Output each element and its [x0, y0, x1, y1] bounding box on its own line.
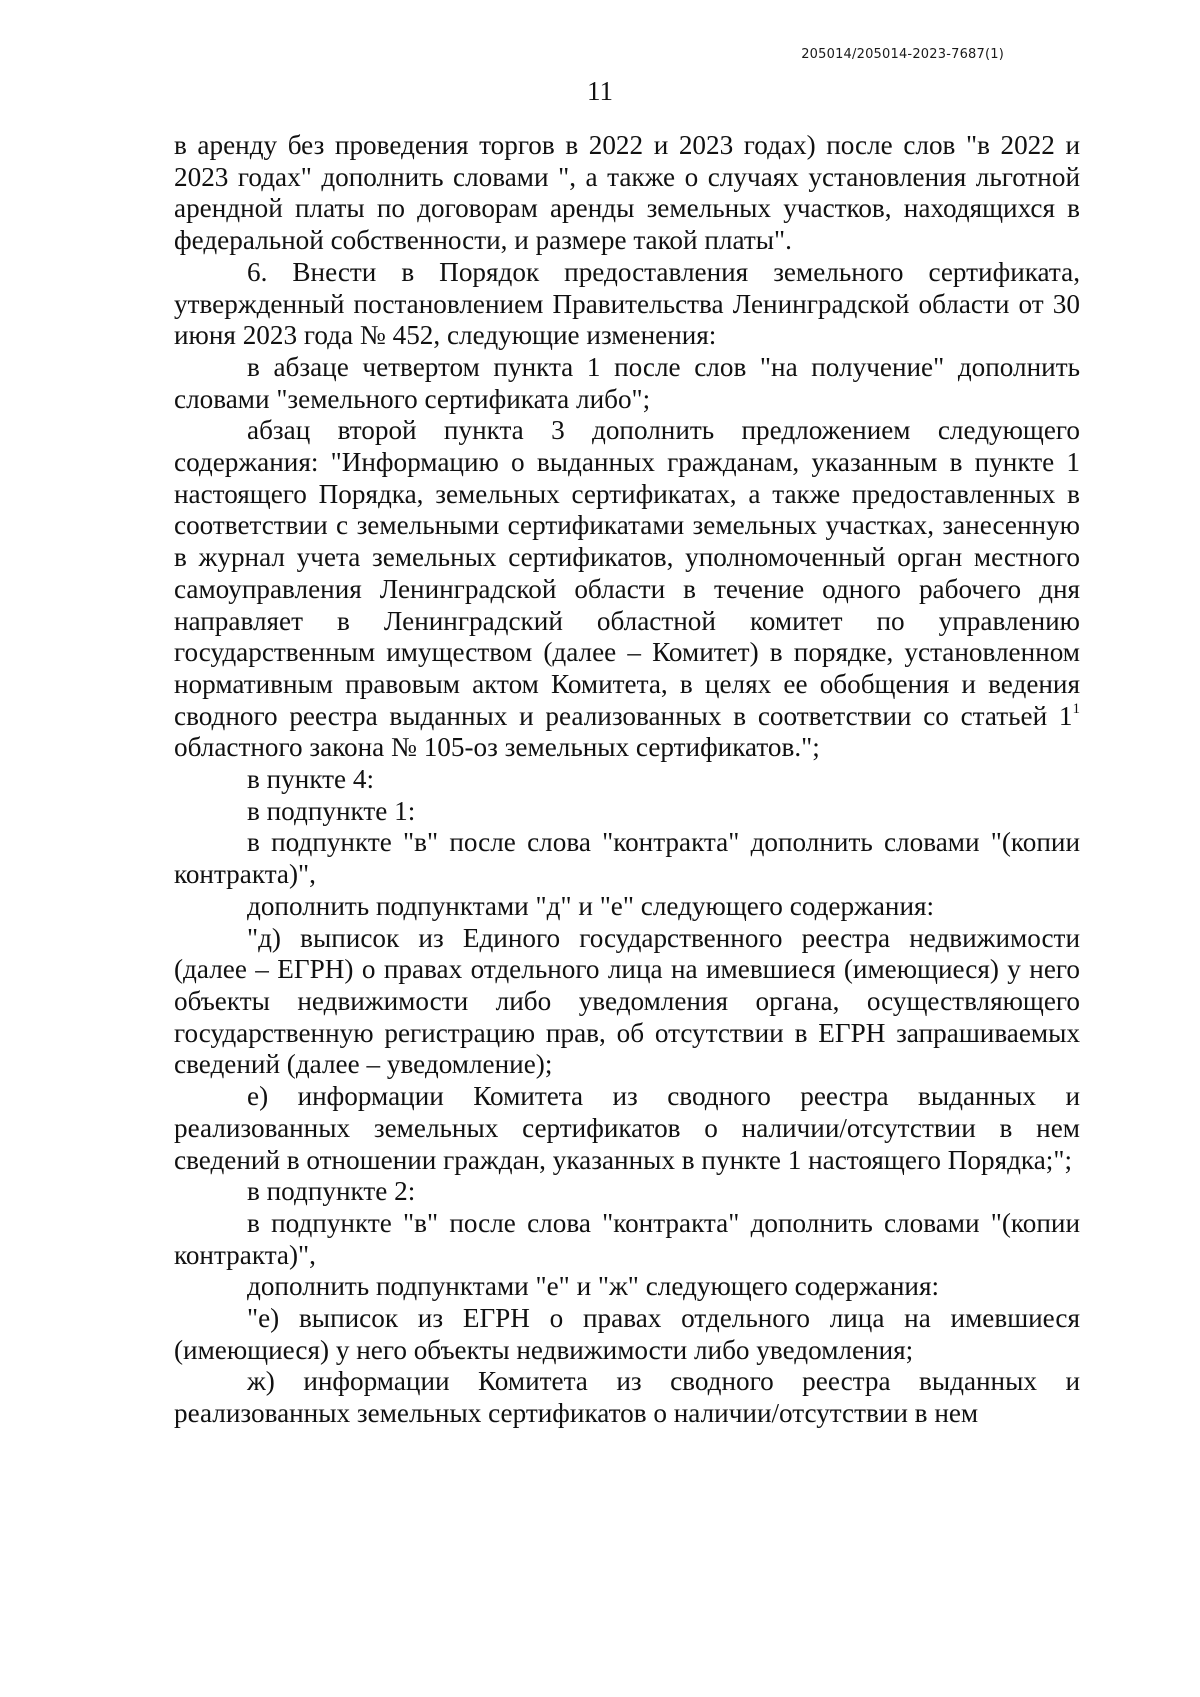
- paragraph: в подпункте 2:: [247, 1176, 416, 1207]
- paragraph: е) информации Комитета из сводного реестра выданных и реализованных земельных сертификатов о наличии/отсутствии в нем сведений в отношении граждан, указанных в пункте 1 настоящего Порядка;";: [174, 1081, 1080, 1175]
- document-body: [174, 130, 1080, 1430]
- paragraph: дополнить подпунктами "е" и "ж" следующего содержания:: [247, 1271, 940, 1302]
- paragraph: в пункте 4:: [247, 764, 375, 795]
- paragraph: в подпункте 1:: [247, 795, 416, 826]
- page-number: 11: [587, 76, 613, 106]
- paragraph: 6. Внести в Порядок предоставления земельного сертификата, утвержденный постановлением Правительства Ленинградской области от 30 июня 2023 года № 452, следующие изменения:: [174, 256, 1080, 351]
- superscript: 1: [1072, 700, 1080, 717]
- paragraph-text: областного закона № 105-оз земельных сертификатов.";: [174, 732, 820, 763]
- paragraph: в подпункте "в" после слова "контракта" дополнить словами "(копии контракта)",: [174, 827, 1080, 890]
- paragraph: ж) информации Комитета из сводного реестра выданных и реализованных земельных сертификатов о наличии/отсутствии в нем: [174, 1366, 1080, 1429]
- paragraph: в аренду без проведения торгов в 2022 и 2023 годах) после слов "в 2022 и 2023 годах" дополнить словами ", а также о случаях установления льготной арендной платы по договорам аренды земельных участков, находящихся в федеральной собственности, и размере такой платы".: [174, 130, 1080, 256]
- paragraph: дополнить подпунктами "д" и "е" следующего содержания:: [247, 890, 935, 921]
- paragraph: "е) выписок из ЕГРН о правах отдельного лица на имевшиеся (имеющиеся) у него объекты недвижимости либо уведомления;: [174, 1303, 1080, 1365]
- paragraph: [174, 415, 1080, 764]
- paragraph: "д) выписок из Единого государственного реестра недвижимости (далее – ЕГРН) о правах отдельного лица на имевшиеся (имеющиеся) у него объекты недвижимости либо уведомления органа, осуществляющего государственную регистрацию прав, об отсутствии в ЕГРН запрашиваемых сведений (далее – уведомление);: [174, 922, 1080, 1080]
- paragraph-text: абзац второй пункта 3 дополнить предложением следующего содержания: "Информацию о выданных гражданам, указанным в пункте 1 настоящего Порядка, земельных сертификатах, а также предоставленных в соответствии с земельными сертификатами земельных участках, занесенную в журнал учета земельных сертификатов, уполномоченный орган местного самоуправления Ленинградской области в течение одного рабочего дня направляет в Ленинградский областной комитет по управлению государственным имуществом (далее – Комитет) в порядке, установленном нормативным правовым актом Комитета, в целях ее обобщения и ведения сводного реестра выданных и реализованных в соответствии со статьей 1: [174, 415, 1080, 731]
- document-id: 205014/205014-2023-7687(1): [801, 47, 1004, 62]
- paragraph: в абзаце четвертом пункта 1 после слов "на получение" дополнить словами "земельного сертификата либо";: [174, 351, 1080, 414]
- paragraph: в подпункте "в" после слова "контракта" дополнить словами "(копии контракта)",: [174, 1207, 1080, 1270]
